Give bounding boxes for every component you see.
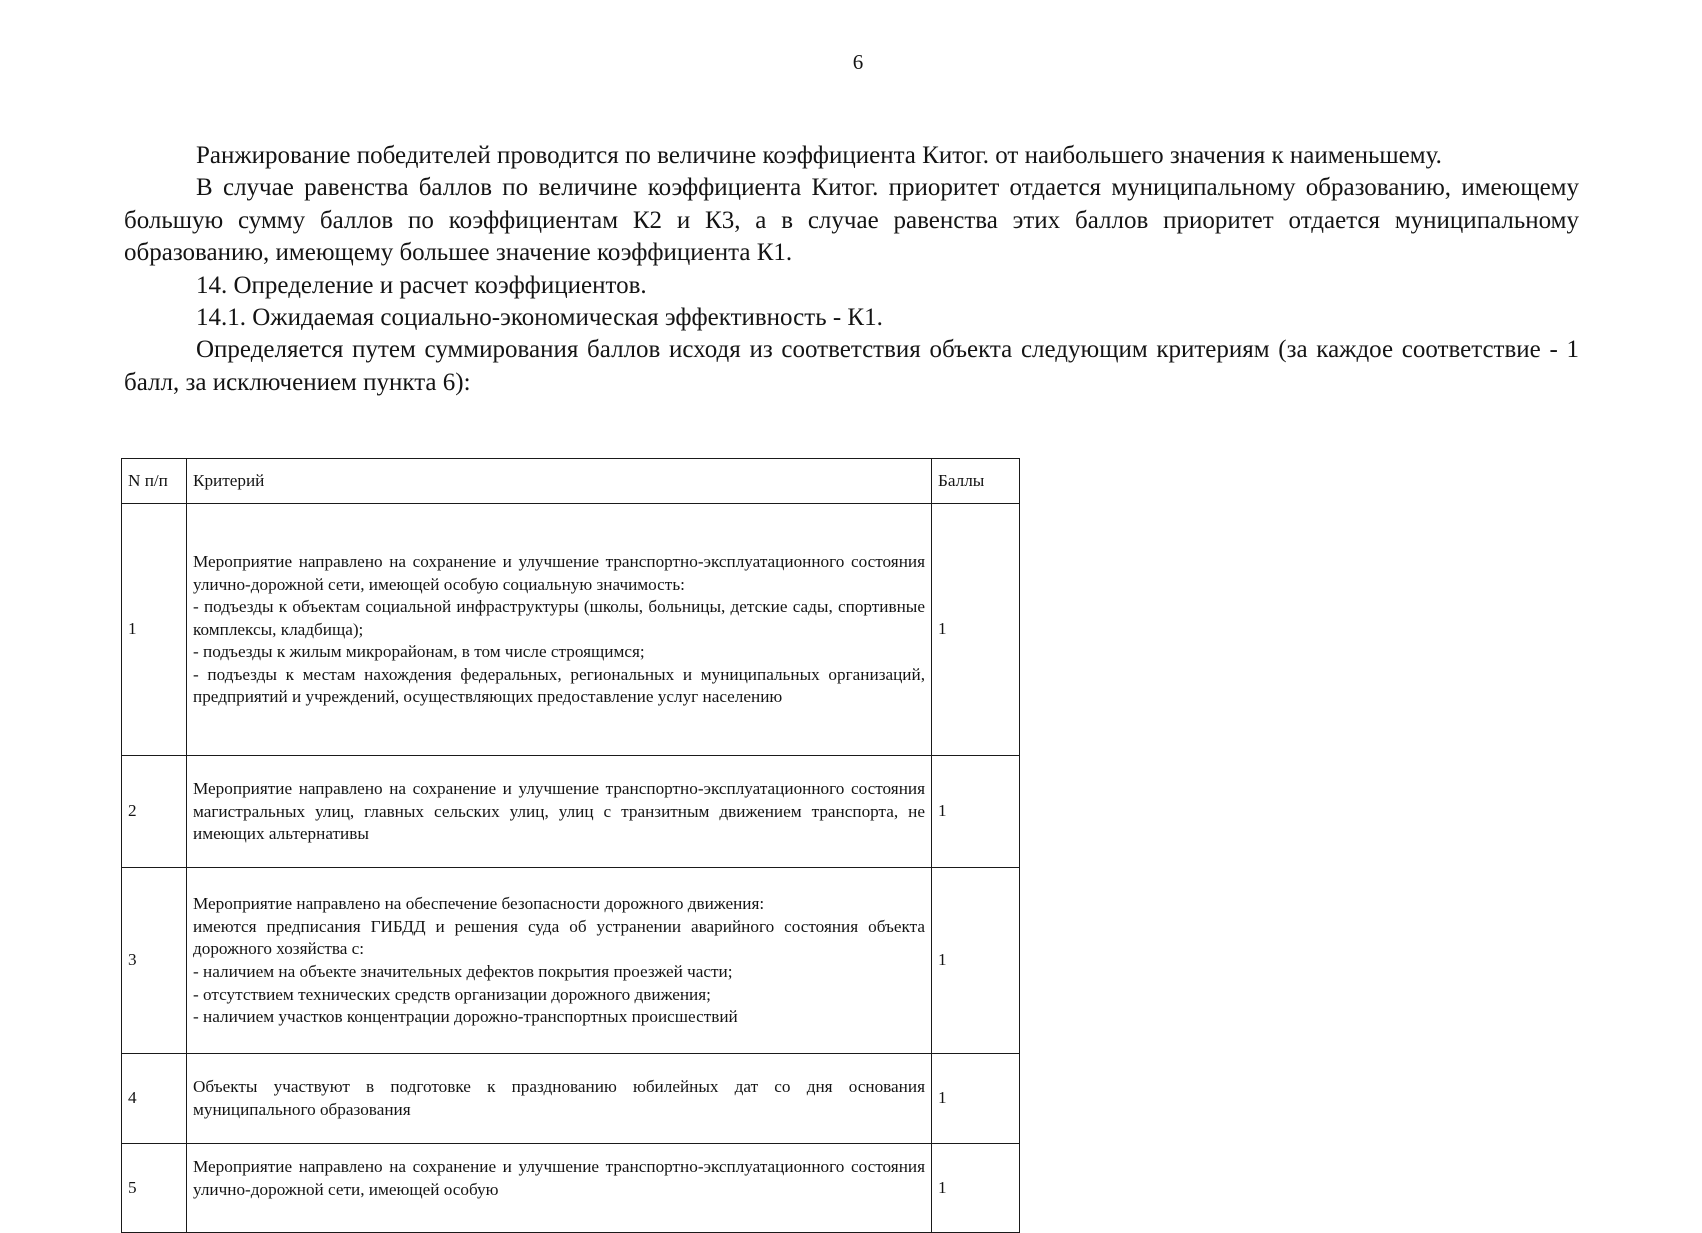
criterion-cell: [187, 868, 932, 1054]
criterion-line: Мероприятие направлено на сохранение и улучшение транспортно-эксплуатационного состояния магистральных улиц, главных сельских улиц, улиц с транзитным движением транспорта, не имеющих альтернативы: [193, 779, 925, 844]
row-number: 4: [122, 1054, 187, 1144]
paragraph-ranking: Ранжирование победителей проводится по величине коэффициента Китог. от наибольшего значения к наименьшему.: [196, 142, 1442, 169]
table-row: [122, 504, 1020, 756]
criterion-line: - наличием на объекте значительных дефектов покрытия проезжей части;: [193, 962, 733, 981]
criterion-line: Объекты участвуют в подготовке к празднованию юбилейных дат со дня основания муниципального образования: [193, 1077, 925, 1119]
row-number: 5: [122, 1144, 187, 1233]
criterion-line: - подъезды к жилым микрорайонам, в том числе строящимся;: [193, 642, 645, 662]
criterion-line: - подъезды к местам нахождения федеральных, региональных и муниципальных организаций, предприятий и учреждений, осуществляющих предоставление услуг населению: [193, 664, 925, 707]
criterion-line: имеются предписания ГИБДД и решения суда об устранении аварийного состояния объекта дорожного хозяйства с:: [193, 916, 925, 959]
header-number: N п/п: [122, 459, 187, 504]
criterion-line: - отсутствием технических средств организации дорожного движения;: [193, 984, 711, 1004]
criteria-table: [121, 458, 1020, 1233]
section-heading-14-1: 14.1. Ожидаемая социально-экономическая эффективность - К1.: [196, 304, 883, 332]
criterion-cell: [187, 1144, 932, 1233]
criterion-cell: [187, 756, 932, 868]
criterion-line: Мероприятие направлено на обеспечение безопасности дорожного движения:: [193, 894, 765, 914]
criterion-line: - наличием участков концентрации дорожно-транспортных происшествий: [193, 1007, 738, 1027]
table-row: [122, 756, 1020, 868]
table-header-row: [122, 459, 1020, 504]
criterion-line: - подъезды к объектам социальной инфраструктуры (школы, больницы, детские сады, спортивные комплексы, кладбища);: [193, 597, 925, 639]
paragraph-tie-break: В случае равенства баллов по величине коэффициента Китог. приоритет отдается муниципальному образованию, имеющему большую сумму баллов по коэффициентам К2 и К3, а в случае равенства этих баллов приоритет отдается муниципальному образованию, имеющему большее значение коэффициента К1.: [124, 174, 1579, 267]
score-cell: 1: [932, 504, 1020, 756]
score-cell: 1: [932, 868, 1020, 1054]
score-cell: 1: [932, 756, 1020, 868]
score-cell: 1: [932, 1054, 1020, 1144]
criterion-line: Мероприятие направлено на сохранение и улучшение транспортно-эксплуатационного состояния улично-дорожной сети, имеющей особую социальную значимость:: [193, 551, 925, 594]
header-score: Баллы: [932, 459, 1020, 504]
row-number: 2: [122, 756, 187, 868]
paragraph-criteria-intro: Определяется путем суммирования баллов исходя из соответствия объекта следующим критериям (за каждое соответствие - 1 балл, за исключением пункта 6):: [124, 336, 1579, 396]
table-row: [122, 868, 1020, 1054]
table-row: [122, 1054, 1020, 1144]
table-row: [122, 1144, 1020, 1233]
page-number: 6: [852, 50, 864, 74]
criterion-cell: [187, 504, 932, 756]
document-body: [124, 140, 1579, 399]
criterion-line: Мероприятие направлено на сохранение и улучшение транспортно-эксплуатационного состояния улично-дорожной сети, имеющей особую: [193, 1157, 925, 1199]
row-number: 1: [122, 504, 187, 756]
header-criterion: Критерий: [187, 459, 932, 504]
section-heading-14: 14. Определение и расчет коэффициентов.: [196, 271, 647, 299]
criterion-cell: [187, 1054, 932, 1144]
row-number: 3: [122, 868, 187, 1054]
score-cell: 1: [932, 1144, 1020, 1233]
